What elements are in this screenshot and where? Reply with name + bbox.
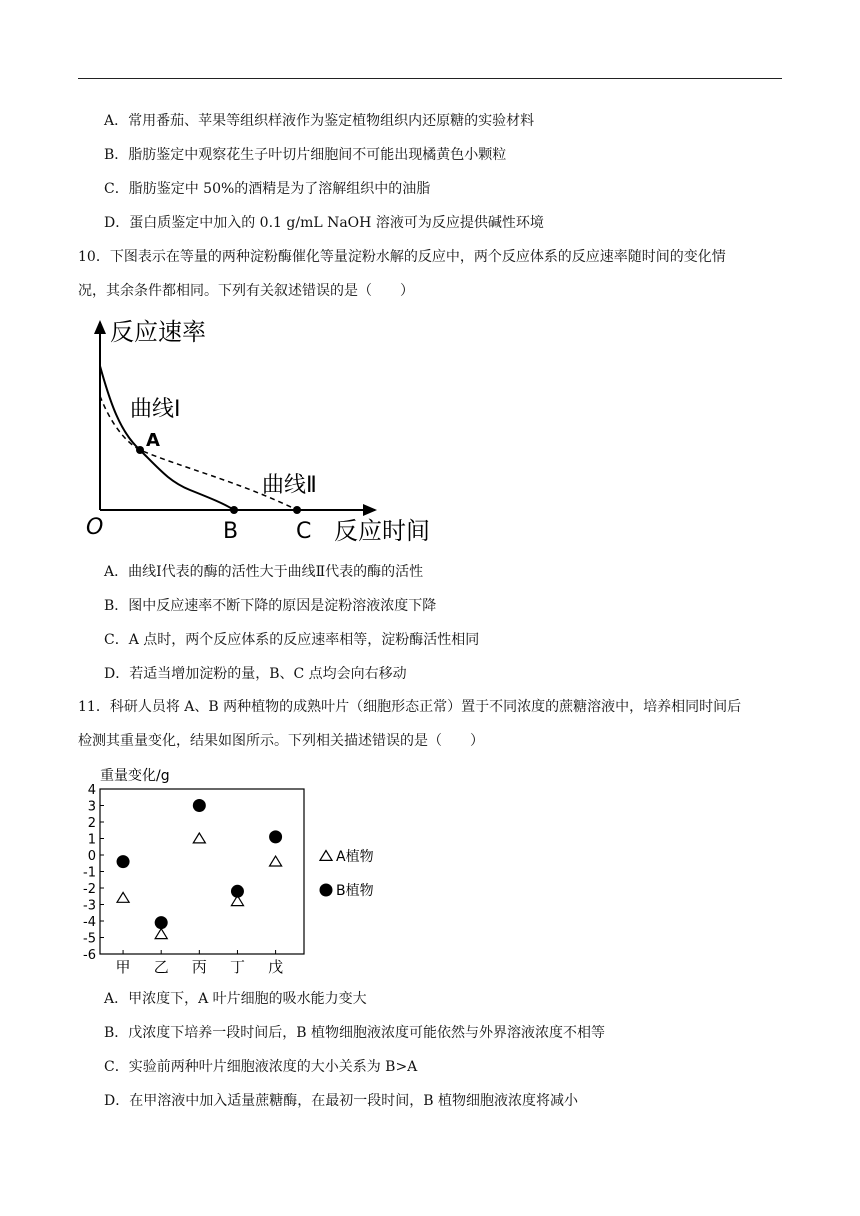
a-plant-point xyxy=(270,856,282,866)
plot-frame xyxy=(100,789,304,954)
b-plant-point xyxy=(155,916,168,929)
q11-option-c: C．实验前两种叶片细胞液浓度的大小关系为 B>A xyxy=(104,1059,418,1075)
weight-change-chart xyxy=(78,764,398,976)
q9-option-c: C．脂肪鉴定中 50%的酒精是为了溶解组织中的油脂 xyxy=(104,181,431,197)
legend-b-marker xyxy=(320,884,333,897)
b-plant-point xyxy=(231,885,244,898)
q11-stem-line1: 11．科研人员将 A、B 两种植物的成熟叶片（细胞形态正常）置于不同浓度的蔗糖溶液中，培养相同时间后 xyxy=(78,699,742,715)
q10-stem-line1: 10．下图表示在等量的两种淀粉酶催化等量淀粉水解的反应中，两个反应体系的反应速率随时间的变化情 xyxy=(78,249,726,265)
x-tick-label: 丙 xyxy=(191,958,207,976)
y-tick-label: 3 xyxy=(87,799,96,815)
b-plant-point xyxy=(269,830,282,843)
y-tick-label: -5 xyxy=(83,931,96,947)
x-axis-label: 反应时间 xyxy=(334,517,430,545)
x-tick-label: 甲 xyxy=(115,958,131,976)
y-tick-label: 4 xyxy=(87,783,96,798)
origin-label: O xyxy=(86,515,104,540)
q9-option-a: A．常用番茄、苹果等组织样液作为鉴定植物组织内还原糖的实验材料 xyxy=(104,113,535,129)
point-b-label: B xyxy=(223,519,239,544)
a-plant-point xyxy=(193,833,205,843)
q10-option-c: C．A 点时，两个反应体系的反应速率相等，淀粉酶活性相同 xyxy=(104,632,480,648)
y-tick-label: -6 xyxy=(83,948,96,963)
q11-stem-line2: 检测其重量变化，结果如图所示。下列相关描述错误的是（ ） xyxy=(78,733,484,749)
legend-label: A植物 xyxy=(336,849,374,865)
legend-label: B植物 xyxy=(336,883,374,899)
y-tick-label: 1 xyxy=(87,832,96,848)
q10-option-d: D．若适当增加淀粉的量，B、C 点均会向右移动 xyxy=(104,666,407,682)
point-a-dot xyxy=(136,446,144,454)
y-tick-label: 2 xyxy=(87,816,96,831)
curve-2-label: 曲线Ⅱ xyxy=(262,473,317,498)
y-tick-label: 0 xyxy=(87,849,96,864)
b-plant-point xyxy=(117,855,130,868)
legend-a-marker xyxy=(320,851,332,861)
y-tick-label: -1 xyxy=(83,865,96,881)
a-plant-point xyxy=(155,929,167,939)
a-plant-point xyxy=(117,892,129,902)
x-tick-label: 戊 xyxy=(268,958,284,976)
curve-1 xyxy=(100,366,234,510)
curve-1-label: 曲线Ⅰ xyxy=(130,397,181,422)
chart-ylabel: 重量变化/g xyxy=(100,768,170,784)
point-c-label: C xyxy=(296,519,312,544)
q9-option-d: D．蛋白质鉴定中加入的 0.1 g/mL NaOH 溶液可为反应提供碱性环境 xyxy=(104,215,544,231)
q11-option-a: A．甲浓度下，A 叶片细胞的吸水能力变大 xyxy=(104,991,367,1007)
point-b-dot xyxy=(230,506,238,514)
point-a-label: A xyxy=(146,430,160,451)
y-axis-label: 反应速率 xyxy=(110,318,206,346)
q11-option-d: D．在甲溶液中加入适量蔗糖酶，在最初一段时间，B 植物细胞液浓度将减小 xyxy=(104,1093,578,1109)
b-plant-point xyxy=(193,799,206,812)
q10-option-a: A．曲线Ⅰ代表的酶的活性大于曲线Ⅱ代表的酶的活性 xyxy=(104,564,424,580)
x-tick-label: 乙 xyxy=(153,958,169,976)
q9-option-b: B．脂肪鉴定中观察花生子叶切片细胞间不可能出现橘黄色小颗粒 xyxy=(104,147,507,163)
x-tick-label: 丁 xyxy=(229,958,245,976)
q11-option-b: B．戊浓度下培养一段时间后，B 植物细胞液浓度可能依然与外界溶液浓度不相等 xyxy=(104,1025,606,1041)
reaction-rate-figure xyxy=(80,312,450,548)
point-c-dot xyxy=(293,506,301,514)
q10-option-b: B．图中反应速率不断下降的原因是淀粉溶液浓度下降 xyxy=(104,598,437,614)
y-tick-label: -3 xyxy=(83,898,96,914)
q10-stem-line2: 况，其余条件都相同。下列有关叙述错误的是（ ） xyxy=(78,283,414,299)
y-tick-label: -4 xyxy=(83,915,96,930)
header-rule xyxy=(78,78,782,79)
y-tick-label: -2 xyxy=(83,882,96,897)
